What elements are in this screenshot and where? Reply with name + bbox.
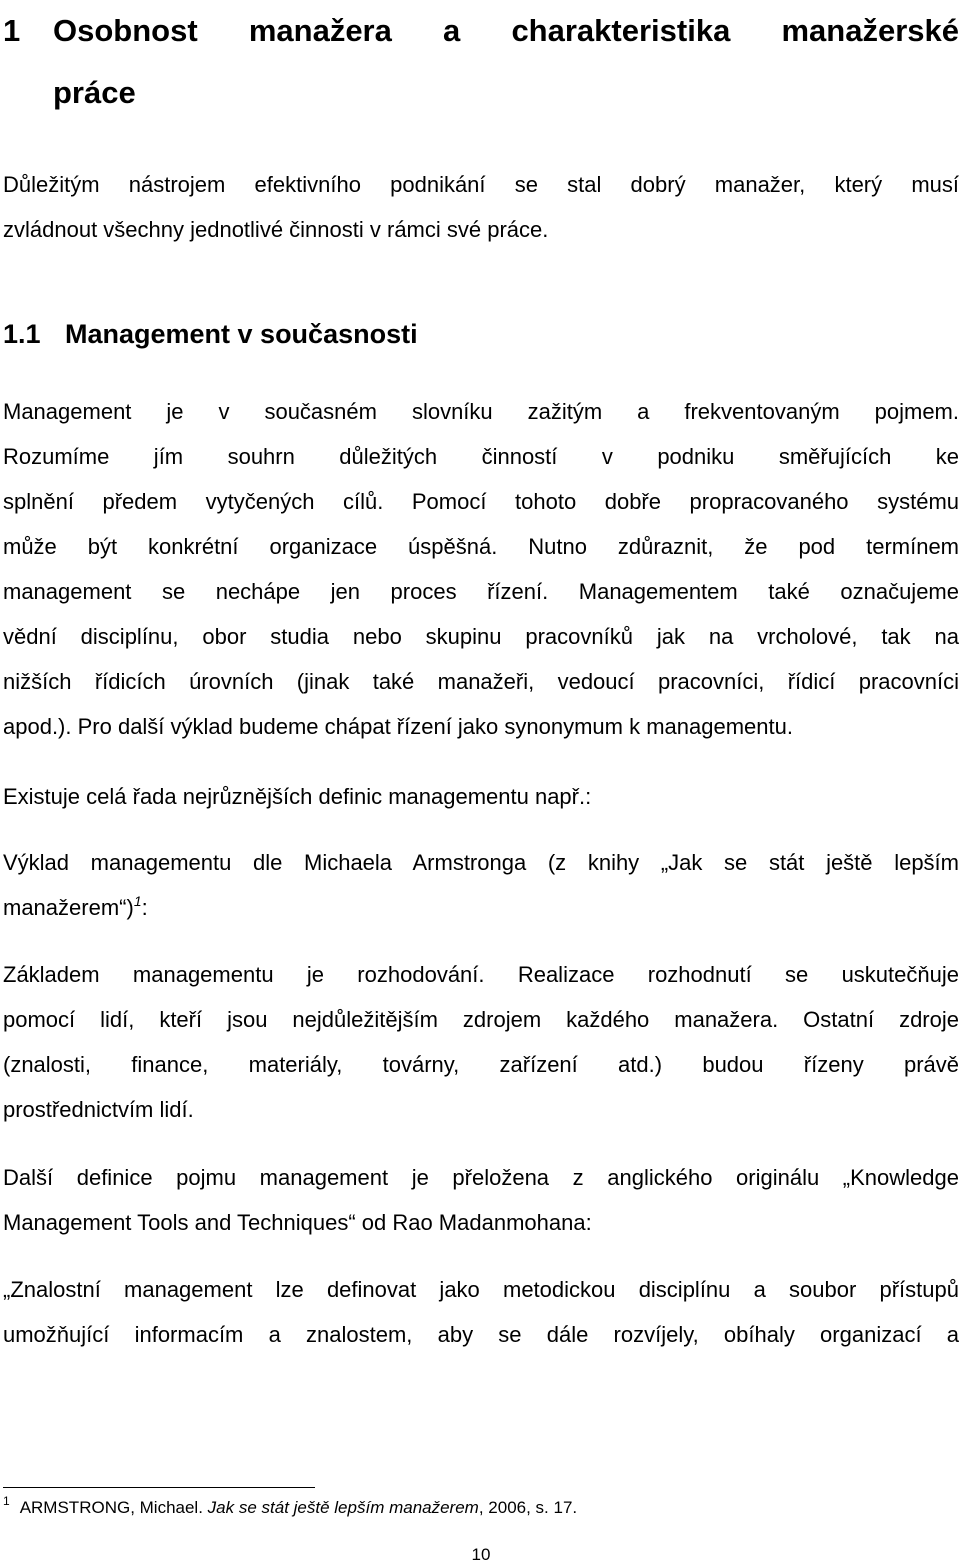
paragraph-armstrong	[3, 840, 959, 930]
text-line: (znalosti, finance, materiály, továrny, zařízení atd.) budou řízeny právě	[3, 1052, 959, 1077]
text-line: Další definice pojmu management je přeložena z anglického originálu „Knowledge	[3, 1165, 959, 1190]
footnote-marker: 1	[3, 1494, 10, 1508]
text-line: Management Tools and Techniques“ od Rao Madanmohana:	[3, 1210, 592, 1235]
text-line: zvládnout všechny jednotlivé činnosti v rámci své práce.	[3, 217, 549, 242]
text-fragment: manažerem“)	[3, 895, 134, 920]
text-line: management se nechápe jen proces řízení. Managementem také označujeme	[3, 579, 959, 604]
text-line: splnění předem vytyčených cílů. Pomocí tohoto dobře propracovaného systému	[3, 489, 959, 514]
text-line: pomocí lidí, kteří jsou nejdůležitějším zdrojem každého manažera. Ostatní zdroje	[3, 1007, 959, 1032]
paragraph-quote	[3, 1267, 959, 1357]
footnote-reference[interactable]: 1	[133, 893, 142, 909]
page-number: 10	[471, 1545, 491, 1564]
footnote-details: , 2006, s. 17.	[478, 1498, 578, 1517]
section-title: Management v současnosti	[65, 319, 418, 349]
chapter-number: 1	[3, 13, 21, 48]
text-line: může být konkrétní organizace úspěšná. Nutno zdůraznit, že pod termínem	[3, 534, 959, 559]
text-line: apod.). Pro další výklad budeme chápat řízení jako synonymum k managementu.	[3, 714, 793, 739]
text-line: Management je v současném slovníku zažitým a frekventovaným pojmem.	[3, 399, 959, 424]
text-line: Existuje celá řada nejrůznějších definic managementu např.:	[3, 784, 592, 809]
text-line: Výklad managementu dle Michaela Armstronga (z knihy „Jak se stát ještě lepším	[3, 850, 959, 875]
footnote	[3, 1496, 577, 1520]
text-line: Důležitým nástrojem efektivního podnikání se stal dobrý manažer, který musí	[3, 172, 959, 197]
footnote-separator	[3, 1487, 315, 1488]
text-fragment: :	[141, 895, 148, 920]
text-line: nižších řídicích úrovních (jinak také manažeři, vedoucí pracovníci, řídicí pracovníci	[3, 669, 959, 694]
chapter-heading-line-1	[3, 0, 959, 62]
paragraph-management-definition	[3, 389, 959, 749]
section-heading	[3, 312, 418, 356]
text-line: umožňující informacím a znalostem, aby se dále rozvíjely, obíhaly organizací a	[3, 1322, 959, 1347]
chapter-title-line-2: práce	[53, 75, 136, 110]
paragraph-decision-making	[3, 952, 959, 1132]
text-line: Základem managementu je rozhodování. Realizace rozhodnutí se uskutečňuje	[3, 962, 959, 987]
footnote-author: ARMSTRONG, Michael.	[19, 1498, 208, 1517]
text-line: Rozumíme jím souhrn důležitých činností v podniku směřujících ke	[3, 444, 959, 469]
paragraph-knowledge-management	[3, 1155, 959, 1245]
text-line: „Znalostní management lze definovat jako metodickou disciplínu a soubor přístupů	[3, 1277, 959, 1302]
chapter-heading	[3, 0, 959, 124]
section-number: 1.1	[3, 319, 41, 349]
paragraph-definitions-intro	[3, 774, 959, 819]
text-line: vědní disciplínu, obor studia nebo skupinu pracovníků jak na vrcholové, tak na	[3, 624, 959, 649]
text-line	[3, 885, 959, 930]
text-line: prostřednictvím lidí.	[3, 1097, 194, 1122]
chapter-title-line-1: Osobnost manažera a charakteristika manažerské	[53, 13, 959, 48]
intro-paragraph	[3, 162, 959, 252]
footnote-book-title: Jak se stát ještě lepším manažerem	[207, 1498, 479, 1517]
